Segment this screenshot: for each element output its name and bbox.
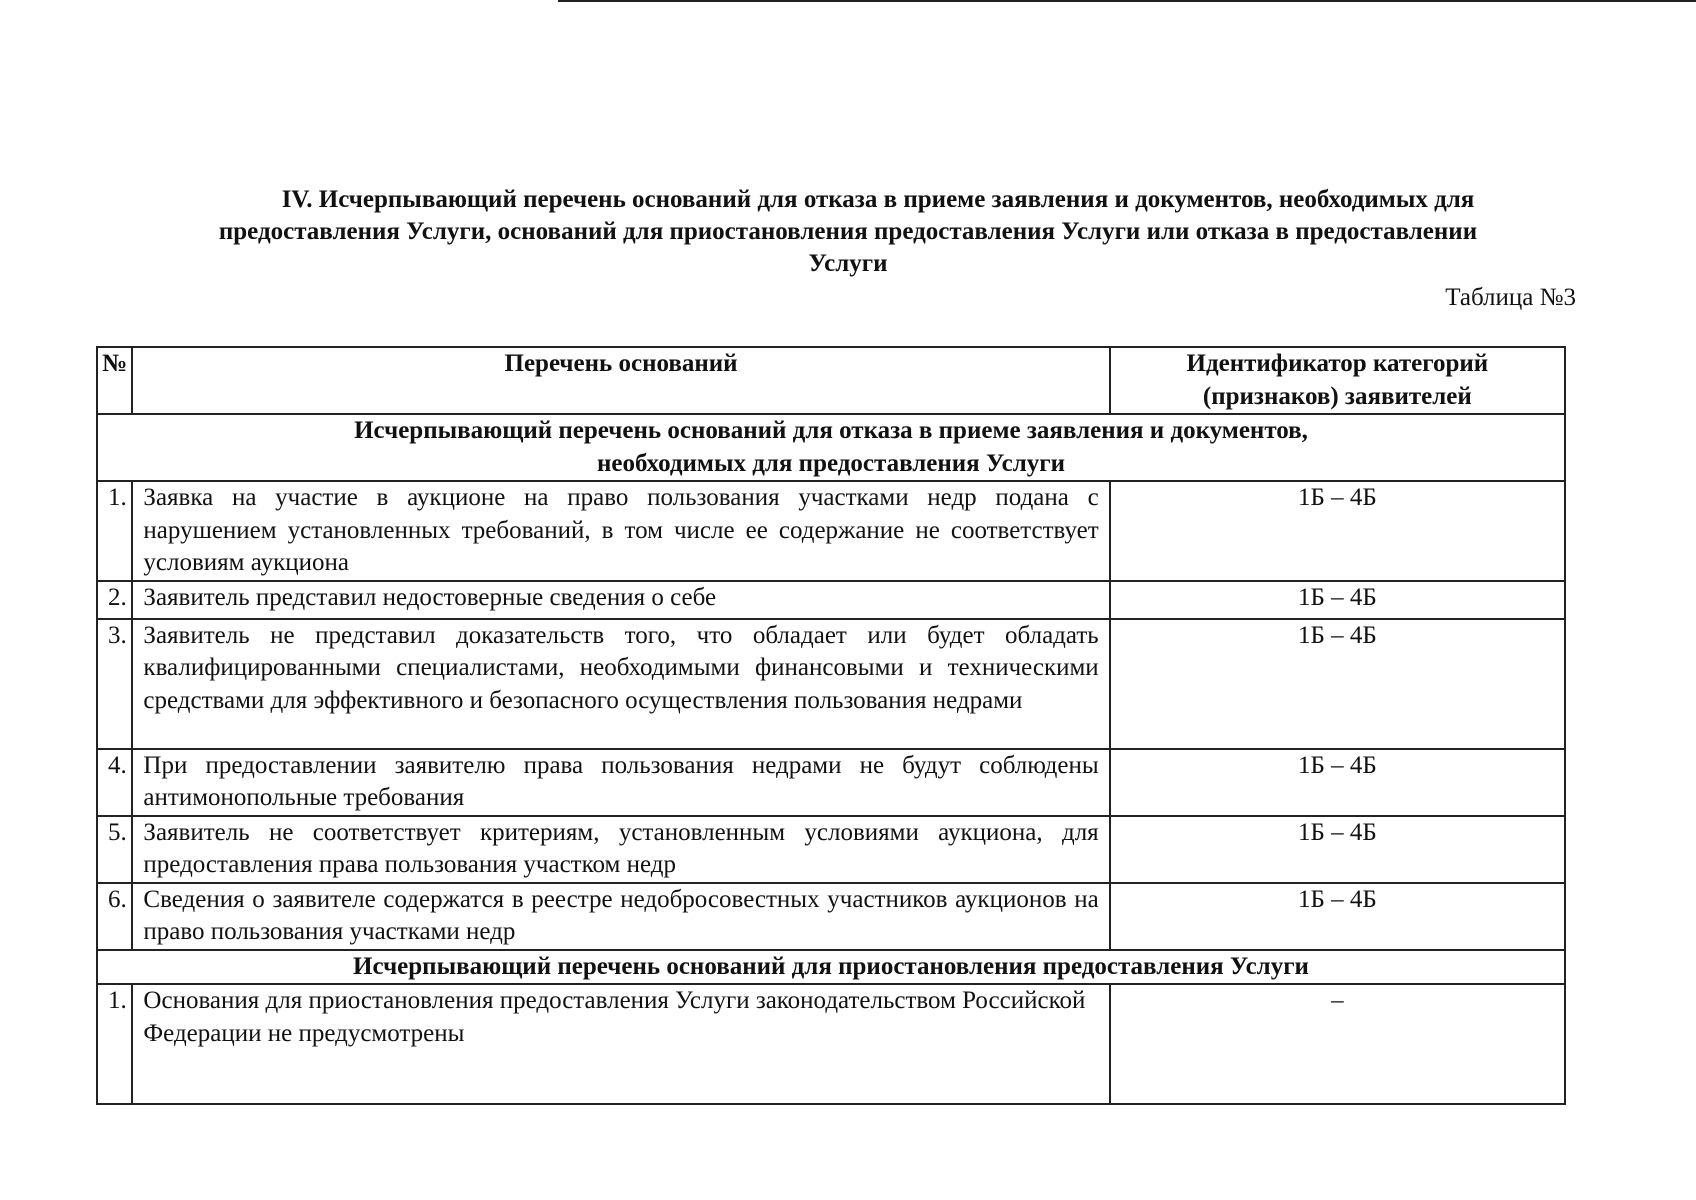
table-caption: Таблица №3 (1445, 284, 1576, 311)
table-row (97, 749, 1565, 816)
section-title-row (97, 950, 1565, 985)
row-identifier: 1Б – 4Б (1110, 816, 1565, 883)
table-row (97, 883, 1565, 950)
heading-line-2: предоставления Услуги, оснований для приостановления предоставления Услуги или отказа в предоставлении (218, 218, 1478, 245)
grounds-table (96, 346, 1566, 1105)
heading-line-1: IV. Исчерпывающий перечень оснований для отказа в приеме заявления и документов, необходимых для (281, 186, 1475, 213)
table-row (97, 481, 1565, 581)
row-reason: Заявитель представил недостоверные сведения о себе (132, 581, 1109, 619)
section-title-row (97, 414, 1565, 481)
row-number: 4. (97, 749, 132, 816)
row-reason: Заявитель не соответствует критериям, установленным условиями аукциона, для предоставления права пользования участком недр (132, 816, 1109, 883)
row-reason: Заявитель не представил доказательств того, что обладает или будет обладать квалифицированными специалистами, необходимыми финансовыми и техническими средствами для эффективного и безопасного осуществления пользования недрами (132, 619, 1109, 749)
row-number: 2. (97, 581, 132, 619)
header-identifier (1110, 347, 1565, 414)
section-heading (118, 184, 1578, 280)
row-identifier: – (1110, 984, 1565, 1104)
header-identifier-line-1: Идентификатор категорий (1186, 350, 1489, 377)
row-identifier: 1Б – 4Б (1110, 883, 1565, 950)
section-1-title (97, 414, 1565, 481)
table-row (97, 984, 1565, 1104)
header-identifier-line-2: (признаков) заявителей (1202, 382, 1472, 410)
table-row (97, 816, 1565, 883)
row-number: 5. (97, 816, 132, 883)
section-1-title-line-1: Исчерпывающий перечень оснований для отказа в приеме заявления и документов, (354, 417, 1308, 444)
row-reason: Сведения о заявителе содержатся в реестре недобросовестных участников аукционов на право пользования участками недр (132, 883, 1109, 950)
section-2-title: Исчерпывающий перечень оснований для приостановления предоставления Услуги (97, 950, 1565, 985)
row-identifier: 1Б – 4Б (1110, 581, 1565, 619)
row-number: 3. (97, 619, 132, 749)
row-number: 1. (97, 984, 132, 1104)
heading-line-3: Услуги (808, 250, 888, 277)
row-number: 1. (97, 481, 132, 581)
table-row (97, 619, 1565, 749)
header-number: № (97, 347, 132, 414)
row-identifier: 1Б – 4Б (1110, 749, 1565, 816)
top-border-line (558, 0, 1696, 2)
row-identifier: 1Б – 4Б (1110, 481, 1565, 581)
row-reason: Основания для приостановления предоставления Услуги законодательством Российской Федерации не предусмотрены (132, 984, 1109, 1104)
table-row (97, 581, 1565, 619)
row-reason: При предоставлении заявителю права пользования недрами не будут соблюдены антимонопольные требования (132, 749, 1109, 816)
row-identifier: 1Б – 4Б (1110, 619, 1565, 749)
row-number: 6. (97, 883, 132, 950)
row-reason: Заявка на участие в аукционе на право пользования участками недр подана с нарушением установленных требований, в том числе ее содержание не соответствует условиям аукциона (132, 481, 1109, 581)
table-header-row (97, 347, 1565, 414)
section-1-title-line-2: необходимых для предоставления Услуги (597, 449, 1065, 477)
header-reasons: Перечень оснований (132, 347, 1109, 414)
